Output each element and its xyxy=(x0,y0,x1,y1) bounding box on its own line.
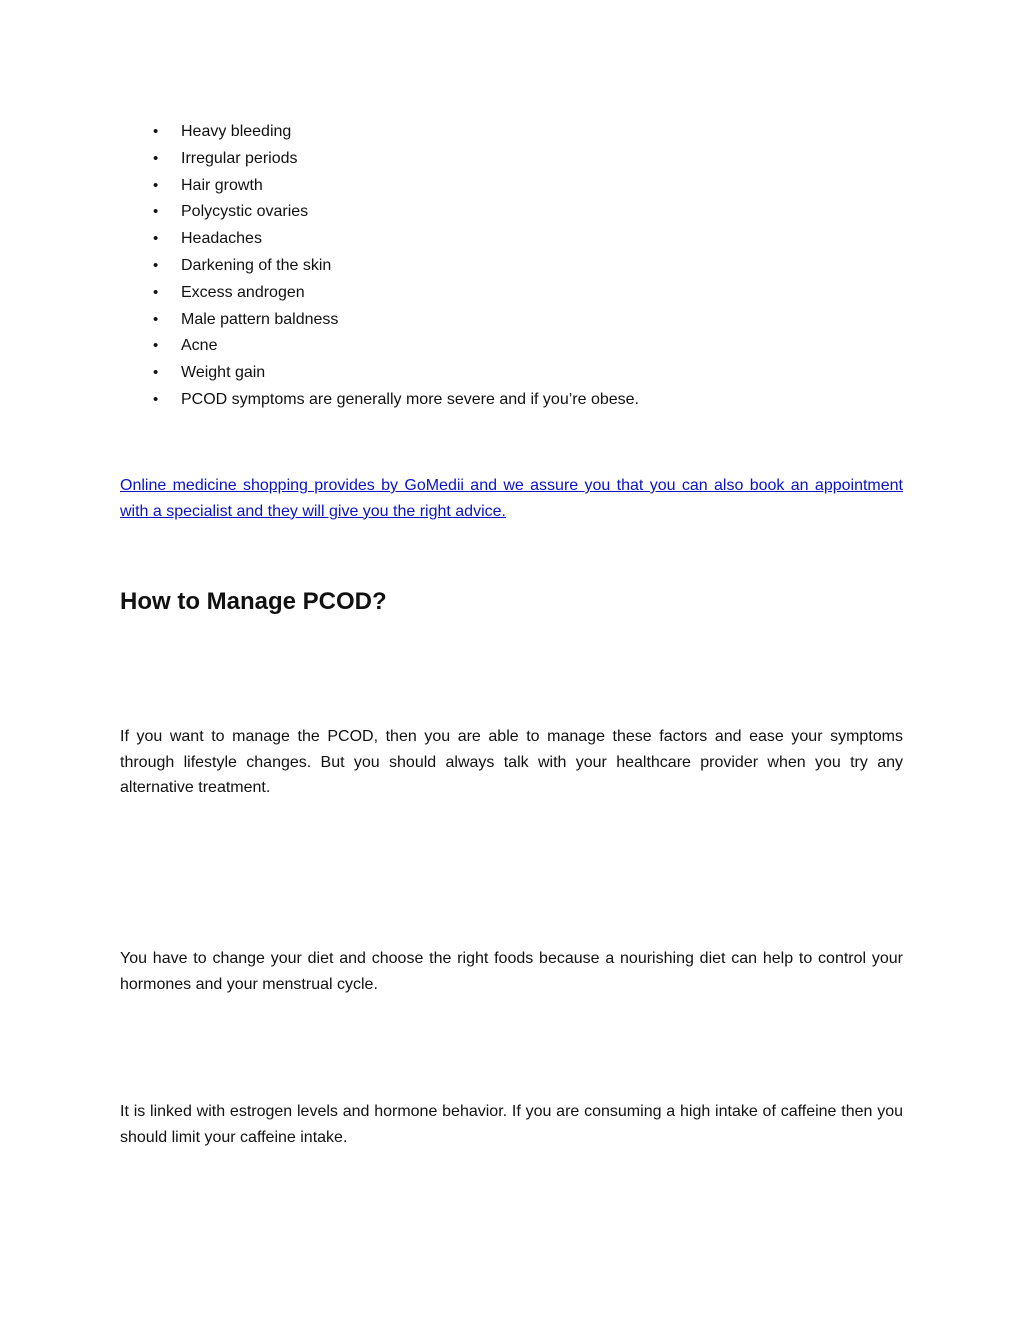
list-item-text: Excess androgen xyxy=(181,283,305,301)
list-item-text: PCOD symptoms are generally more severe and if you’re obese. xyxy=(181,390,639,408)
list-item-text: Darkening of the skin xyxy=(181,256,332,274)
bullet-icon: • xyxy=(153,283,159,301)
paragraph-manage-pcod: If you want to manage the PCOD, then you are able to manage these factors and ease your symptoms through lifestyle changes. But you should always talk with your healthcare provider when you try any alternative treatment. xyxy=(120,728,903,797)
list-item-text: Headaches xyxy=(181,230,262,248)
bullet-icon: • xyxy=(153,149,159,167)
list-item xyxy=(120,119,639,146)
list-item-text: Hair growth xyxy=(181,176,263,194)
bullet-icon: • xyxy=(153,176,159,194)
list-item xyxy=(120,333,639,360)
list-item-text: Weight gain xyxy=(181,364,266,382)
bullet-icon: • xyxy=(153,310,159,328)
bullet-icon: • xyxy=(153,203,159,221)
bullet-icon: • xyxy=(153,230,159,248)
paragraph-diet: You have to change your diet and choose the right foods because a nourishing diet can help to control your hormones and your menstrual cycle. xyxy=(120,950,903,993)
list-item xyxy=(120,387,639,414)
bullet-icon: • xyxy=(153,123,159,140)
list-item xyxy=(120,173,639,200)
section-heading: How to Manage PCOD? xyxy=(120,588,387,615)
list-item xyxy=(120,199,639,226)
list-item xyxy=(120,146,639,173)
list-item xyxy=(120,226,639,253)
bullet-icon: • xyxy=(153,364,159,382)
list-item xyxy=(120,280,639,307)
bullet-icon: • xyxy=(153,390,159,408)
bullet-icon: • xyxy=(153,256,159,274)
list-item xyxy=(120,253,639,280)
paragraph-caffeine: It is linked with estrogen levels and hormone behavior. If you are consuming a high intake of caffeine then you should limit your caffeine intake. xyxy=(120,1103,903,1146)
list-item xyxy=(120,307,639,334)
list-item-text: Polycystic ovaries xyxy=(181,203,309,221)
list-item-text: Male pattern baldness xyxy=(181,310,339,328)
symptom-list xyxy=(120,119,639,414)
list-item xyxy=(120,360,639,387)
bullet-icon: • xyxy=(153,337,159,355)
list-item-text: Heavy bleeding xyxy=(181,123,292,140)
gomedii-promo-link[interactable]: Online medicine shopping provides by GoMedii and we assure you that you can also book an appointment with a specialist and they will give you the right advice. xyxy=(120,477,903,520)
list-item-text: Acne xyxy=(181,337,218,355)
list-item-text: Irregular periods xyxy=(181,149,298,167)
